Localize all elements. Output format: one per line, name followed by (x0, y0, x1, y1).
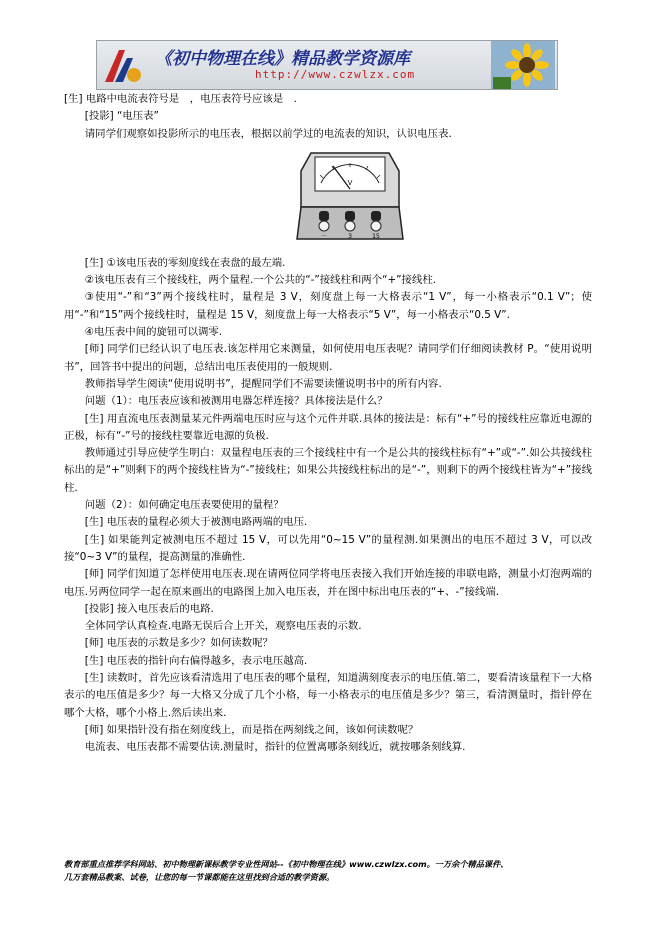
paragraph: [生] ①该电压表的零刻度线在表盘的最左端. (84, 256, 286, 269)
paragraph: 问题（1）：电压表应该和被测用电器怎样连接？具体接法是什么？ (84, 395, 388, 408)
terminal-label: 15 (372, 232, 380, 240)
terminal-label: － (320, 232, 328, 240)
paragraph: ③使用“-”和“3”两个接线柱时，量程是 3 V，刻度盘上每一大格表示“1 V”，每一小格表示“0.1 V”；使用“-”和“15”两个接线柱时，量程是 15 V，刻度盘上每一大格表示“5 V”，每一小格表示“0.5 V”. (64, 291, 592, 321)
paragraph: [生] 如果能判定被测电压不超过 15 V，可以先用“0~15 V”的量程测.如果测出的电压不超过 3 V，可以改接“0~3 V”的量程，提高测量的准确性. (64, 533, 592, 563)
paragraph: 教师通过引导应使学生明白：双量程电压表的三个接线柱中有一个是公共的接线柱标有“+”或“-”.如公共接线柱标出的是“+”则剩下的两个接线柱皆为“-”接线柱；如果公共接线柱标出的是“-”，则剩下的两个接线柱皆为“+”接线柱. (64, 447, 592, 494)
paragraph: [生] 电路中电流表符号是 ，电压表符号应该是 . (64, 93, 297, 105)
paragraph: 电流表、电压表都不需要估读.测量时，指针的位置离哪条刻线近，就按哪条刻线算. (84, 741, 466, 754)
lesson-body (64, 91, 592, 757)
paragraph: [生] 用直流电压表测量某元件两端电压时应与这个元件并联.具体的接法是：标有“+”号的接线柱应靠近电源的正极，标有“-”号的接线柱要靠近电源的负极. (64, 412, 592, 442)
banner-title: 《初中物理在线》精品教学资源库 (155, 49, 410, 69)
paragraph: 问题（2）：如何确定电压表要使用的量程？ (84, 499, 284, 512)
banner-url[interactable]: http://www.czwlzx.com (255, 68, 416, 81)
paragraph: 请同学们观察如投影所示的电压表，根据以前学过的电流表的知识，认识电压表. (84, 127, 452, 140)
sunflower-icon (491, 41, 555, 89)
paragraph: [投影] “电压表” (84, 110, 159, 123)
paragraph: ④电压表中间的旋钮可以调零. (84, 326, 223, 339)
paragraph: [生] 读数时，首先应该看清选用了电压表的哪个量程，知道满刻度表示的电压值.第二，要看清该量程下一大格表示的电压值是多少？每一大格又分成了几个小格，每一小格表示的电压值是多少？第三，看清测量时，指针停在哪个大格，哪个小格上.然后读出来. (64, 672, 592, 719)
paragraph: [生] 电压表的量程必须大于被测电路两端的电压. (84, 516, 308, 529)
paragraph: [生] 电压表的指针向右偏得越多，表示电压越高. (84, 654, 308, 667)
terminal-label: 3 (348, 232, 352, 240)
paragraph: ②该电压表有三个接线柱，两个量程.一个公共的“-”接线柱和两个“+”接线柱. (84, 274, 437, 287)
voltmeter-dial-label: V (347, 178, 353, 187)
footer-line: 几万套精品教案、试卷，让您的每一节课都能在这里找到合适的教学资源。 (64, 872, 335, 882)
paragraph: [师] 同学们已经认识了电压表.该怎样用它来测量，如何使用电压表呢？请同学们仔细阅读教材 P。“使用说明书”，回答书中提出的问题，总结出电压表使用的一般规则. (64, 343, 592, 373)
paragraph: [师] 电压表的示数是多少？如何读数呢？ (84, 637, 273, 650)
paragraph: 教师指导学生阅读“使用说明书”，提醒同学们不需要读懂说明书中的所有内容. (84, 377, 442, 390)
footer-line: 教育部重点推荐学科网站、初中物理新课标教学专业性网站--《初中物理在线》www.czwlzx.com。一万余个精品课件、 (64, 859, 509, 869)
site-logo-icon (101, 44, 143, 86)
paragraph: 全体同学认真检查.电路无误后合上开关，观察电压表的示数. (84, 620, 362, 633)
voltmeter-illustration (295, 149, 405, 245)
paragraph: [投影] 接入电压表后的电路. (84, 602, 214, 615)
page-footer (64, 858, 604, 884)
paragraph: [师] 同学们知道了怎样使用电压表.现在请两位同学将电压表接入我们开始连接的串联电路，测量小灯泡两端的电压.另两位同学一起在原来画出的电路图上加入电压表，并在图中标出电压表的“+、-”接线端. (64, 568, 592, 598)
paragraph: [师] 如果指针没有指在刻度线上，而是指在两刻线之间，该如何读数呢？ (84, 723, 419, 736)
header-banner (96, 40, 558, 90)
